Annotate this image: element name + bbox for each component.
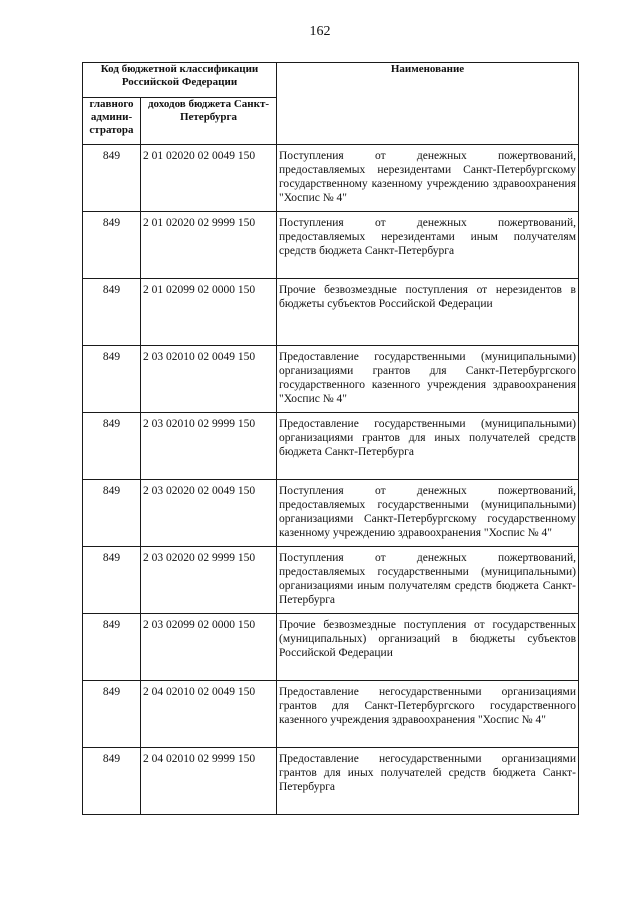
table-row <box>83 212 579 279</box>
revenue-code-cell: 2 03 02020 02 9999 150 <box>141 547 277 614</box>
name-cell: Поступления от денежных пожертвований, предоставляемых государственными (муниципальными) организациями Санкт-Петербургскому государственному казенному учреждению здравоохранения "Хоспис № 4" <box>277 480 579 547</box>
admin-code-cell: 849 <box>83 413 141 480</box>
admin-code-cell: 849 <box>83 480 141 547</box>
revenue-code-cell: 2 01 02020 02 0049 150 <box>141 145 277 212</box>
table-row <box>83 748 579 815</box>
admin-code-cell: 849 <box>83 145 141 212</box>
table-row <box>83 279 579 346</box>
table-row <box>83 614 579 681</box>
revenue-code-cell: 2 03 02099 02 0000 150 <box>141 614 277 681</box>
budget-classification-table <box>82 62 579 815</box>
name-cell: Поступления от денежных пожертвований, предоставляемых нерезидентами иным получателям средств бюджета Санкт-Петербурга <box>277 212 579 279</box>
name-cell: Прочие безвозмездные поступления от государственных (муниципальных) организаций в бюджеты субъектов Российской Федерации <box>277 614 579 681</box>
table-row <box>83 681 579 748</box>
table-row <box>83 547 579 614</box>
table-row <box>83 145 579 212</box>
header-name: Наименование <box>277 63 579 145</box>
name-cell: Предоставление негосударственными организациями грантов для иных получателей средств бюджета Санкт-Петербурга <box>277 748 579 815</box>
page-number: 162 <box>309 24 331 39</box>
header-chief-administrator: главного админи-стратора <box>83 98 141 145</box>
admin-code-cell: 849 <box>83 212 141 279</box>
admin-code-cell: 849 <box>83 748 141 815</box>
table-row <box>83 480 579 547</box>
table-row <box>83 413 579 480</box>
name-cell: Прочие безвозмездные поступления от нерезидентов в бюджеты субъектов Российской Федерации <box>277 279 579 346</box>
name-cell: Предоставление государственными (муниципальными) организациями грантов для Санкт-Петербургского государственного казенного учреждения здравоохранения "Хоспис № 4" <box>277 346 579 413</box>
revenue-code-cell: 2 03 02020 02 0049 150 <box>141 480 277 547</box>
admin-code-cell: 849 <box>83 681 141 748</box>
header-revenue-code: доходов бюджета Санкт-Петербурга <box>141 98 277 145</box>
revenue-code-cell: 2 01 02020 02 9999 150 <box>141 212 277 279</box>
header-classification-code: Код бюджетной классификации Российской Федерации <box>83 63 277 98</box>
table-header <box>83 63 579 145</box>
name-cell: Поступления от денежных пожертвований, предоставляемых нерезидентами Санкт-Петербургскому государственному казенному учреждению здравоохранения "Хоспис № 4" <box>277 145 579 212</box>
table-body <box>83 145 579 815</box>
revenue-code-cell: 2 03 02010 02 0049 150 <box>141 346 277 413</box>
table-row <box>83 346 579 413</box>
name-cell: Поступления от денежных пожертвований, предоставляемых государственными (муниципальными) организациями иным получателям средств бюджета Санкт-Петербурга <box>277 547 579 614</box>
admin-code-cell: 849 <box>83 346 141 413</box>
admin-code-cell: 849 <box>83 547 141 614</box>
revenue-code-cell: 2 01 02099 02 0000 150 <box>141 279 277 346</box>
admin-code-cell: 849 <box>83 614 141 681</box>
revenue-code-cell: 2 03 02010 02 9999 150 <box>141 413 277 480</box>
revenue-code-cell: 2 04 02010 02 0049 150 <box>141 681 277 748</box>
admin-code-cell: 849 <box>83 279 141 346</box>
name-cell: Предоставление государственными (муниципальными) организациями грантов для иных получателей средств бюджета Санкт-Петербурга <box>277 413 579 480</box>
name-cell: Предоставление негосударственными организациями грантов для Санкт-Петербургского государственного казенного учреждения здравоохранения "Хоспис № 4" <box>277 681 579 748</box>
revenue-code-cell: 2 04 02010 02 9999 150 <box>141 748 277 815</box>
